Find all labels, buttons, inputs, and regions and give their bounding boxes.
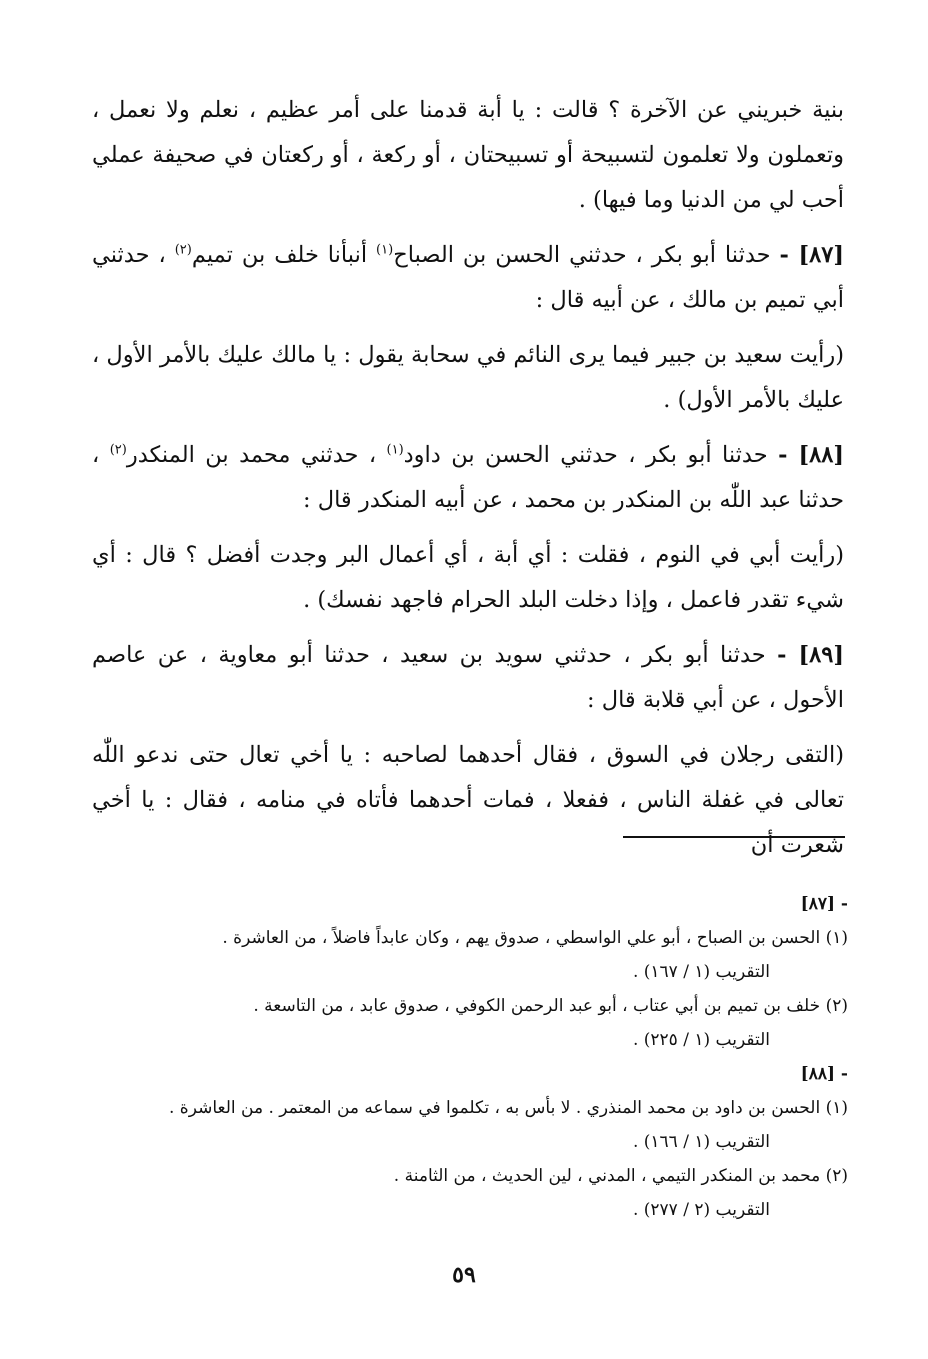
footnote-item: (١) الحسن بن الصباح ، أبو علي الواسطي ، صدوق يهم ، وكان عابداً فاضلاً ، من العاشرة . (222, 928, 848, 948)
hadith-89-text: (التقى رجلان في السوق ، فقال أحدهما لصاحبه : يا أخي تعال حتى ندعو اللّٰه تعالى في غفلة الناس ، ففعلا ، فمات أحدهما فأتاه في منامه ، فقال : يا أخي شعرت أن (92, 742, 844, 858)
footnote-reference: التقريب (١ / ١٦٧) . (632, 962, 770, 982)
hadith-88-text: (رأيت أبي في النوم ، فقلت : أي أبة ، أي أعمال البر وجدت أفضل ؟ قال : أي شيء تقدر فاعمل ، وإذا دخلت البلد الحرام فاجهد نفسك) . (92, 542, 844, 613)
footnote-group-87-heading: - [٨٧] (800, 894, 848, 914)
footnote-reference: التقريب (١ / ١٦٦) . (632, 1132, 770, 1152)
hadith-88-chain (92, 433, 844, 523)
footnote-item: (٢) خلف بن تميم بن أبي عتاب ، أبو عبد الرحمن الكوفي ، صدوق عابد ، من التاسعة . (253, 996, 848, 1016)
footnotes (120, 887, 848, 1227)
chain-text: أنبأنا خلف بن تميم (191, 242, 377, 268)
chain-text: حدثنا أبو بكر ، حدثني الحسن بن الصباح (393, 242, 780, 268)
footnote-marker: (١) (386, 442, 404, 458)
footnote-marker: (٢) (174, 242, 192, 258)
chain-text: ، حدثني أبي تميم بن مالك ، عن أبيه قال : (92, 242, 844, 313)
paragraph-continued: بنية خبريني عن الآخرة ؟ قالت : يا أبة قدمنا على أمر عظيم ، نعلم ولا نعمل ، وتعملون ولا تعلمون لتسبيحة أو تسبيحتان ، أو ركعة ، أو ركعتان في صحيفة عملي أحب لي من الدنيا وما فيها) . (92, 97, 844, 213)
hadith-89-chain (92, 633, 844, 723)
chain-text: ، حدثنا عبد اللّٰه بن المنكدر بن محمد ، عن أبيه المنكدر قال : (92, 442, 844, 513)
hadith-number: [٨٧] - (779, 242, 844, 268)
hadith-number: [٨٨] - (778, 442, 844, 468)
hadith-87-chain (92, 233, 844, 323)
hadith-number: [٨٩] - (777, 642, 844, 668)
page-number: ٥٩ (452, 1262, 476, 1288)
chain-text: ، حدثني محمد بن المنكدر (126, 442, 387, 468)
footnote-item: (١) الحسن بن داود بن محمد المنذري . لا بأس به ، تكلموا في سماعه من المعتمر . من العاشرة . (169, 1098, 848, 1118)
footnote-separator (623, 836, 845, 838)
footnote-reference: التقريب (١ / ٢٢٥) . (632, 1030, 770, 1050)
hadith-87-text: (رأيت سعيد بن جبير فيما يرى النائم في سحابة يقول : يا مالك عليك بالأمر الأول ، عليك بالأمر الأول) . (92, 342, 844, 413)
footnote-marker: (٢) (109, 442, 127, 458)
chain-text: حدثنا أبو بكر ، حدثني الحسن بن داود (403, 442, 779, 468)
footnote-reference: التقريب (٢ / ٢٧٧) . (632, 1200, 770, 1220)
main-text (92, 88, 844, 878)
footnote-marker: (١) (376, 242, 394, 258)
chain-text: حدثنا أبو بكر ، حدثني سويد بن سعيد ، حدثنا أبو معاوية ، عن عاصم الأحول ، عن أبي قلابة قال : (92, 642, 844, 713)
footnote-item: (٢) محمد بن المنكدر التيمي ، المدني ، لين الحديث ، من الثامنة . (393, 1166, 848, 1186)
footnote-group-88-heading: - [٨٨] (800, 1064, 848, 1084)
